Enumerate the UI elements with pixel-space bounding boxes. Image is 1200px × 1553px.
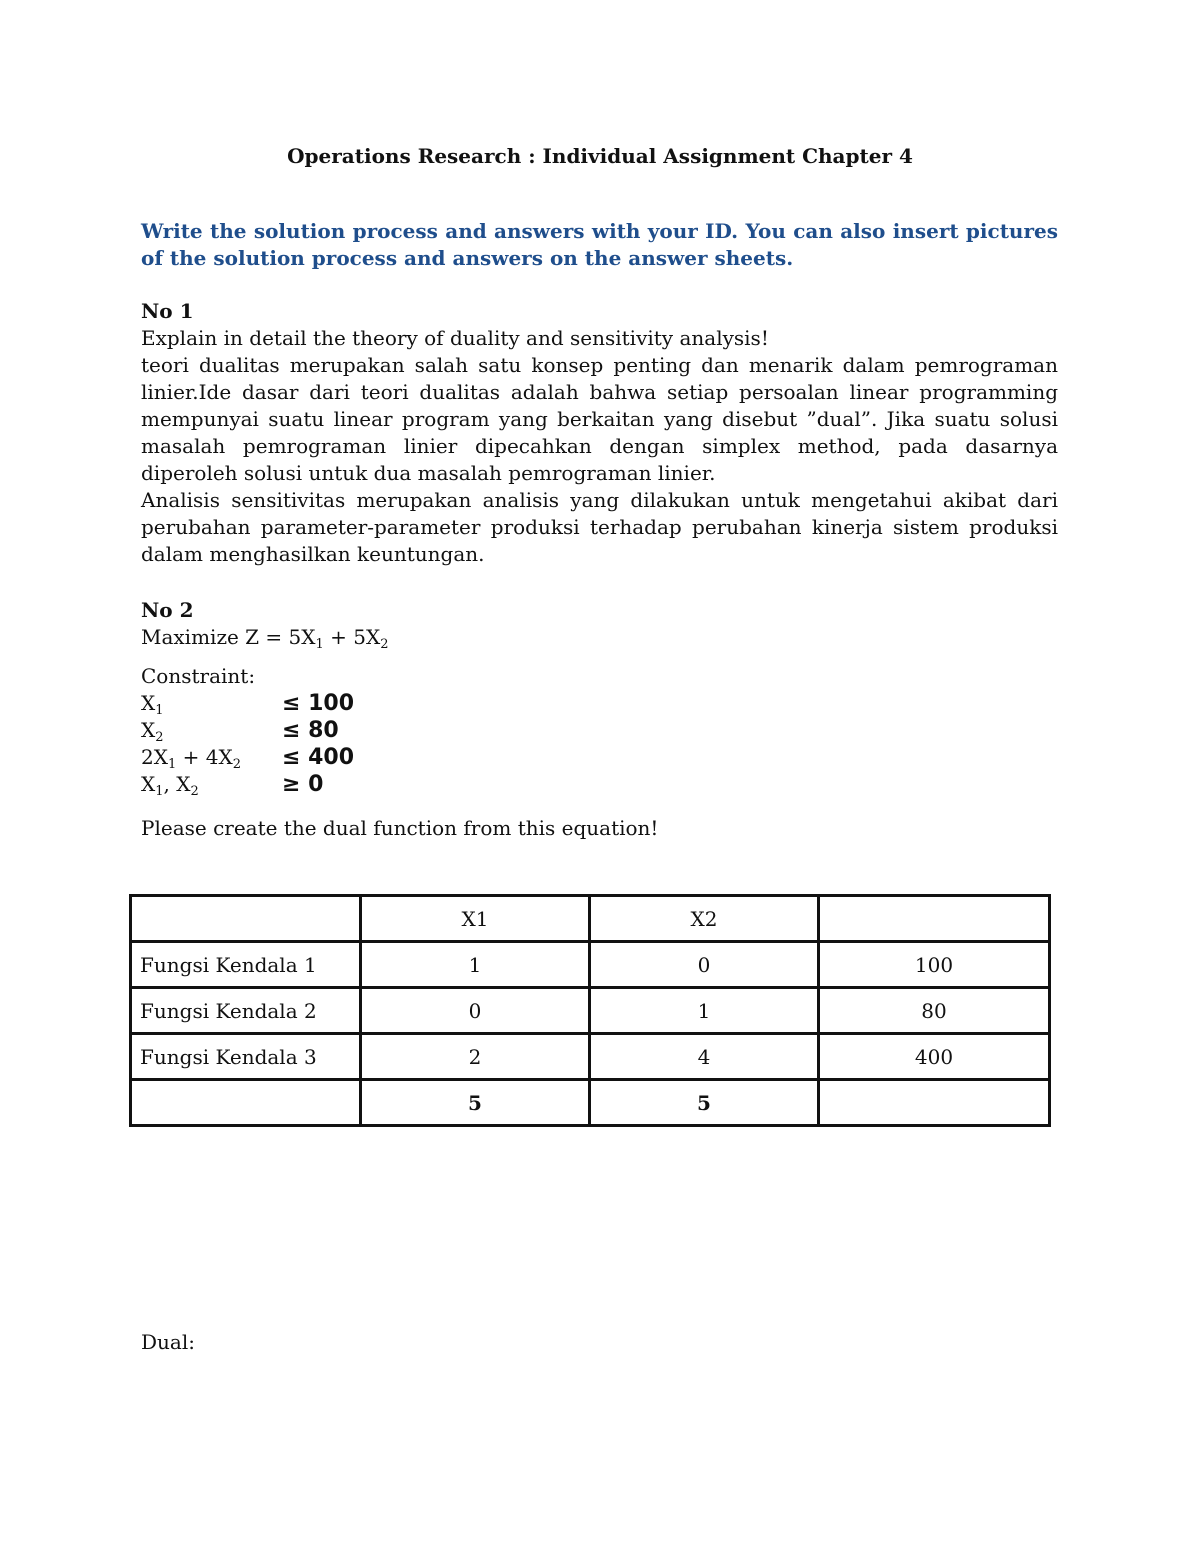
table-cell: 5 [590, 1080, 819, 1126]
answer-1-paragraph-duality: teori dualitas merupakan salah satu konsep penting dan menarik dalam pemrograman linier.Ide dasar dari teori dualitas adalah bahwa setiap persoalan linear programming mempunyai suatu linear program yang berkaitan yang disebut ”dual”. Jika suatu solusi masalah pemrograman linier dipecahkan dengan simplex method, pada dasarnya diperoleh solusi untuk dua masalah pemrograman linier. [141, 353, 1058, 485]
constraint-list [141, 690, 354, 798]
table-header-row [131, 896, 1050, 942]
constraint-row: $X_2$ ≤ 80 [141, 718, 339, 745]
constraint-label: Constraint: [141, 664, 256, 688]
question-2-heading: No 2 [141, 598, 194, 622]
objective-function: Maximize $Z = 5X_1 + 5X_2$ [141, 625, 389, 652]
table-cell: 4 [590, 1034, 819, 1080]
table-cell: 0 [590, 942, 819, 988]
constraint-table [129, 894, 1051, 1127]
table-row [131, 1034, 1050, 1080]
dual-label: Dual: [141, 1330, 195, 1354]
dual-prompt: Please create the dual function from this equation! [141, 816, 659, 840]
table-cell: 400 [819, 1034, 1050, 1080]
question-1-heading: No 1 [141, 299, 194, 323]
table-row-label: Fungsi Kendala 2 [131, 988, 361, 1034]
table-cell [131, 1080, 361, 1126]
table-objective-row [131, 1080, 1050, 1126]
table-row-label: Fungsi Kendala 1 [131, 942, 361, 988]
table-cell: 0 [361, 988, 590, 1034]
constraint-row: $2X_1 + 4X_2$ ≤ 400 [141, 745, 355, 772]
table-cell: 80 [819, 988, 1050, 1034]
question-1-prompt: Explain in detail the theory of duality and sensitivity analysis! [141, 326, 769, 350]
table-header-cell: X2 [590, 896, 819, 942]
constraint-row: $X_1$, $X_2$ ≥ 0 [141, 772, 324, 799]
table-header-cell: X1 [361, 896, 590, 942]
answer-1-paragraph-sensitivity: Analisis sensitivitas merupakan analisis yang dilakukan untuk mengetahui akibat dari perubahan parameter-parameter produksi terhadap perubahan kinerja sistem produksi dalam menghasilkan keuntungan. [141, 488, 1058, 566]
table-row [131, 988, 1050, 1034]
table-row [131, 942, 1050, 988]
table-cell: 5 [361, 1080, 590, 1126]
table-cell: 1 [590, 988, 819, 1034]
question-2-section [141, 597, 1058, 658]
document-title: Operations Research : Individual Assignment Chapter 4 [287, 144, 913, 168]
table-cell: 100 [819, 942, 1050, 988]
instructions-text: Write the solution process and answers with your ID. You can also insert pictures of the solution process and answers on the answer sheets. [141, 219, 1058, 270]
table-row-label: Fungsi Kendala 3 [131, 1034, 361, 1080]
table-cell [131, 896, 361, 942]
constraint-row: $X_1$ ≤ 100 [141, 691, 355, 718]
table-cell: 1 [361, 942, 590, 988]
table-cell: 2 [361, 1034, 590, 1080]
table-cell [819, 1080, 1050, 1126]
question-1-section [141, 298, 1058, 568]
table-cell [819, 896, 1050, 942]
